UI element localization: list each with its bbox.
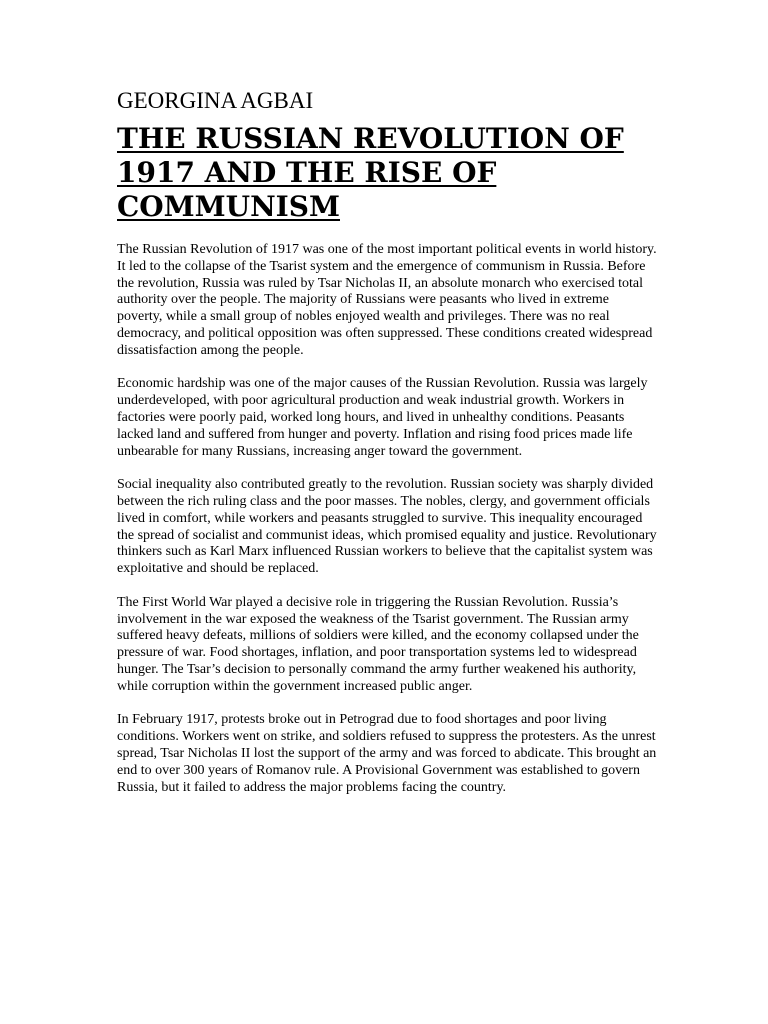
paragraph-4: The First World War played a decisive role in triggering the Russian Revolution. Russia’s involvement in the war exposed the weakness of the Tsarist government. The Russian army suffered heavy defeats, millions of soldiers were killed, and the economy collapsed under the pressure of war. Food shortages, inflation, and poor transportation systems led to widespread hunger. The Tsar’s decision to personally command the army further weakened his authority, while corruption within the government increased public anger. <box>117 594 639 694</box>
paragraph-3: Social inequality also contributed greatly to the revolution. Russian society was sharply divided between the rich ruling class and the poor masses. The nobles, clergy, and government officials lived in comfort, while workers and peasants struggled to survive. This inequality encouraged the spread of socialist and communist ideas, which promised equality and justice. Revolutionary thinkers such as Karl Marx influenced Russian workers to believe that the capitalist system was exploitative and should be replaced. <box>117 477 657 577</box>
paragraph-1: The Russian Revolution of 1917 was one of the most important political events in world history. It led to the collapse of the Tsarist system and the emergence of communism in Russia. Before the revolution, Russia was ruled by Tsar Nicholas II, an absolute monarch who exercised total authority over the people. The majority of Russians were peasants who lived in extreme poverty, while a small group of nobles enjoyed wealth and privileges. There was no real democracy, and political opposition was often suppressed. These conditions created widespread dissatisfaction among the people. <box>117 242 657 358</box>
document-page <box>117 86 657 813</box>
document-title: THE RUSSIAN REVOLUTION OF 1917 AND THE RISE OF COMMUNISM <box>117 122 624 223</box>
paragraph-2: Economic hardship was one of the major causes of the Russian Revolution. Russia was largely underdeveloped, with poor agricultural production and weak industrial growth. Workers in factories were poorly paid, worked long hours, and lived in unhealthy conditions. Peasants lacked land and suffered from hunger and poverty. Inflation and rising food prices made life unbearable for many Russians, increasing anger toward the government. <box>117 376 648 459</box>
paragraph-5: In February 1917, protests broke out in Petrograd due to food shortages and poor living conditions. Workers went on strike, and soldiers refused to suppress the protesters. As the unrest spread, Tsar Nicholas II lost the support of the army and was forced to abdicate. This brought an end to over 300 years of Romanov rule. A Provisional Government was established to govern Russia, but it failed to address the major problems facing the country. <box>117 712 657 795</box>
author-name: GEORGINA AGBAI <box>117 88 314 113</box>
